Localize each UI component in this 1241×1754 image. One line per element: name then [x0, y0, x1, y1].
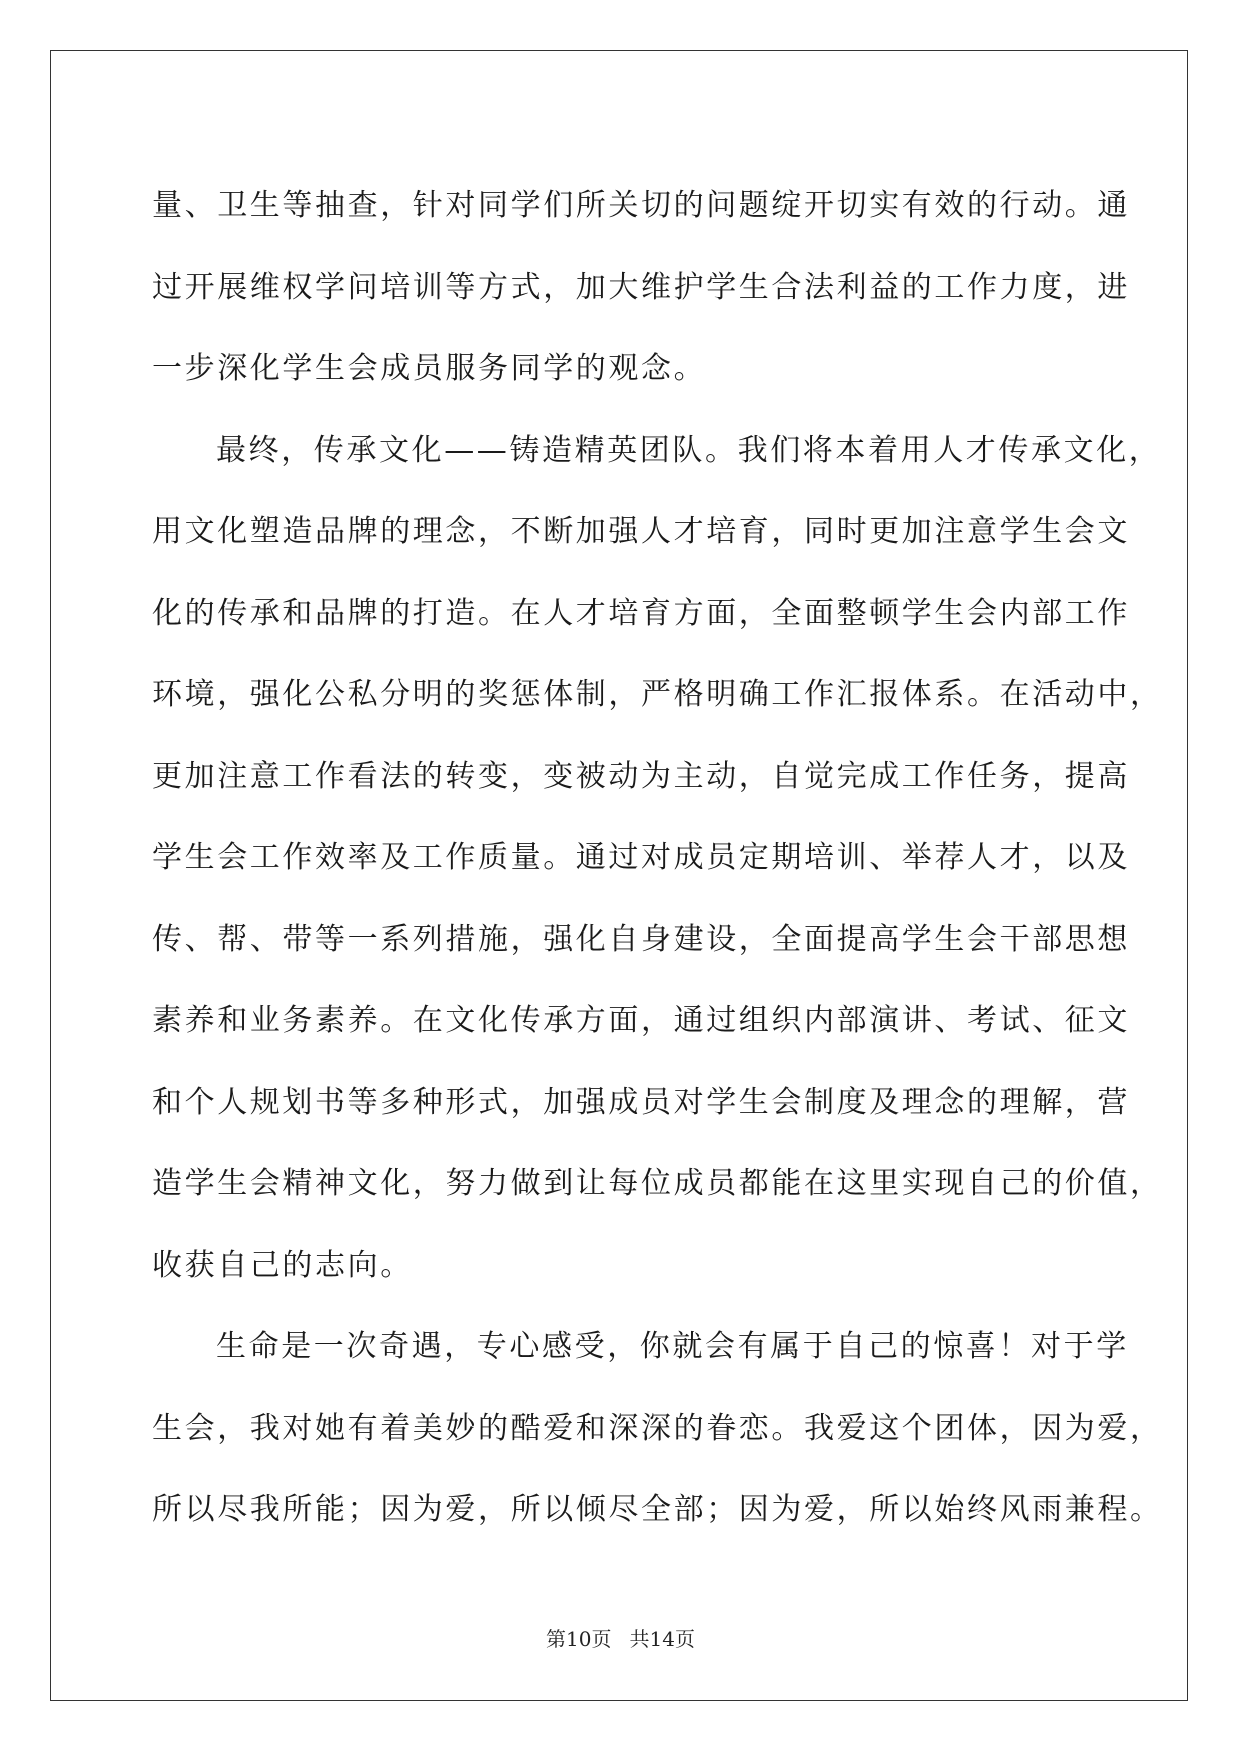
text-line: 用文化塑造品牌的理念，不断加强人才培育，同时更加注意学生会文 [152, 514, 1130, 549]
text-line: 收获自己的志向。 [152, 1247, 413, 1283]
document-body [152, 165, 1163, 1551]
total-pages-label: 共14页 [629, 1627, 695, 1651]
text-line: 过开展维权学问培训等方式，加大维护学生合法利益的工作力度，进 [152, 269, 1130, 305]
page-footer [0, 1627, 1241, 1651]
text-line: 造学生会精神文化，努力做到让每位成员都能在这里实现自己的价值， [152, 1166, 1163, 1201]
text-line: 传、帮、带等一系列措施，强化自身建设，全面提高学生会干部思想 [152, 921, 1130, 957]
text-line: 环境，强化公私分明的奖惩体制，严格明确工作汇报体系。在活动中， [152, 677, 1163, 712]
text-line: 化的传承和品牌的打造。在人才培育方面，全面整顿学生会内部工作 [152, 595, 1130, 631]
text-line: 学生会工作效率及工作质量。通过对成员定期培训、举荐人才，以及 [152, 840, 1130, 875]
text-line: 素养和业务素养。在文化传承方面，通过组织内部演讲、考试、征文 [152, 1003, 1130, 1038]
text-line: 更加注意工作看法的转变，变被动为主动，自觉完成工作任务，提高 [152, 758, 1130, 794]
text-line: 一步深化学生会成员服务同学的观念。 [152, 351, 707, 386]
paragraph-first-line: 生命是一次奇遇，专心感受，你就会有属于自己的惊喜！对于学 [216, 1329, 1129, 1364]
text-line: 量、卫生等抽查，针对同学们所关切的问题绽开切实有效的行动。通 [152, 188, 1130, 223]
text-line: 生会，我对她有着美妙的酷爱和深深的眷恋。我爱这个团体，因为爱， [152, 1410, 1163, 1446]
paragraph-first-line: 最终，传承文化——铸造精英团队。我们将本着用人才传承文化， [216, 432, 1162, 468]
current-page-label: 第10页 [546, 1627, 612, 1651]
text-line: 所以尽我所能；因为爱，所以倾尽全部；因为爱，所以始终风雨兼程。 [152, 1492, 1163, 1527]
text-line: 和个人规划书等多种形式，加强成员对学生会制度及理念的理解，营 [152, 1084, 1130, 1120]
